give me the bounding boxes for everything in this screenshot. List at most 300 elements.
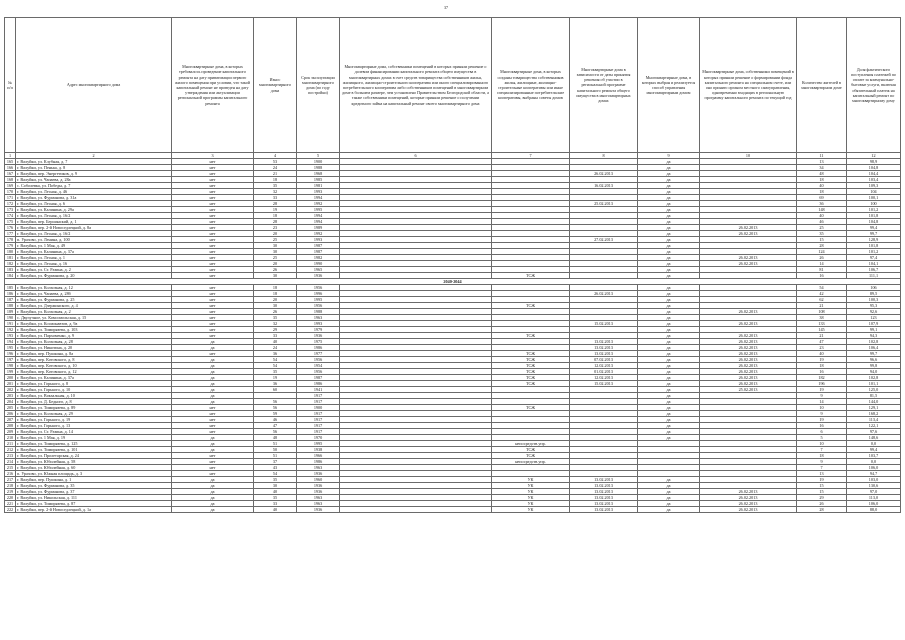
table-cell: 104,4: [847, 171, 901, 177]
table-cell: да: [638, 201, 700, 207]
table-cell: нет: [172, 429, 254, 435]
table-cell: г. Валуйки, ул. Лесная, д. 46: [16, 189, 172, 195]
table-cell: 62: [797, 297, 847, 303]
table-cell: 1994: [297, 195, 340, 201]
table-cell: 47: [797, 339, 847, 345]
table-cell: непосредств.упр.: [492, 441, 570, 447]
table-cell: да: [638, 429, 700, 435]
table-cell: г. Валуйки, ул. Лесная, д. 1: [16, 255, 172, 261]
table-cell: 19: [254, 375, 297, 381]
table-cell: да: [638, 483, 700, 489]
column-number: 2: [16, 153, 172, 159]
table-cell: нет: [172, 273, 254, 279]
table-cell: 18: [797, 189, 847, 195]
table-cell: да: [638, 381, 700, 387]
table-cell: нет: [172, 333, 254, 339]
table-cell: ТСЖ: [492, 333, 570, 339]
table-cell: 1936: [297, 471, 340, 477]
table-cell: нет: [172, 201, 254, 207]
table-cell: 191: [5, 321, 16, 327]
table-cell: 99,4: [847, 447, 901, 453]
table-cell: 25: [797, 225, 847, 231]
table-cell: да: [638, 303, 700, 309]
table-cell: 1963: [297, 501, 340, 507]
table-cell: да: [172, 369, 254, 375]
table-cell: 51: [254, 453, 297, 459]
table-cell: нет: [172, 297, 254, 303]
table-cell: нет: [172, 351, 254, 357]
table-cell: да: [638, 171, 700, 177]
table-cell: 21: [797, 333, 847, 339]
table-cell: 101,2: [847, 207, 901, 213]
table-cell: нет: [172, 159, 254, 165]
table-cell: 222: [5, 507, 16, 513]
table-cell: нет: [172, 291, 254, 297]
page-number: 37: [444, 5, 448, 10]
table-cell: 101,1: [847, 381, 901, 387]
column-number: 8: [570, 153, 638, 159]
table-cell: да: [638, 507, 700, 513]
table-cell: 56: [254, 429, 297, 435]
table-cell: 123: [847, 315, 901, 321]
col-header: Доля фактического поступления платежей по оплате за коммунально-бытовые услуги, включая обязательный платеж на капитальный ремонт по многоквартирному дому: [847, 18, 901, 153]
table-cell: 13.02.2013: [570, 507, 638, 513]
table-cell: да: [638, 417, 700, 423]
table-cell: 59: [254, 411, 297, 417]
table-cell: 1917: [297, 411, 340, 417]
table-cell: г. Валуйки, ул. Пролетарская, д. 24: [16, 453, 172, 459]
table-cell: 26.02.2013: [700, 333, 797, 339]
table-cell: 88,0: [847, 507, 901, 513]
table-cell: 197: [5, 357, 16, 363]
table-cell: 26.02.2013: [570, 171, 638, 177]
table-cell: 1989: [297, 225, 340, 231]
table-cell: да: [638, 345, 700, 351]
table-cell: 16: [797, 369, 847, 375]
table-cell: 26.02.2013: [700, 375, 797, 381]
table-cell: 216: [5, 471, 16, 477]
table-cell: да: [638, 231, 700, 237]
table-cell: 26.02.2013: [700, 501, 797, 507]
table-cell: г. Валуйки, пер. Пушкина, д. 1: [16, 477, 172, 483]
table-cell: 21: [254, 171, 297, 177]
table-cell: 99,7: [847, 351, 901, 357]
table-cell: 1981: [297, 183, 340, 189]
table-cell: 206: [5, 411, 16, 417]
table-cell: 1960: [297, 477, 340, 483]
table-cell: г. Валуйки, ул. Лесная, д. 16/2: [16, 213, 172, 219]
table-cell: 26: [254, 267, 297, 273]
column-number: 4: [254, 153, 297, 159]
table-cell: 195: [5, 345, 16, 351]
table-cell: 103,4: [847, 177, 901, 183]
table-cell: 81,5: [847, 393, 901, 399]
table-cell: да: [638, 297, 700, 303]
table-cell: 28: [797, 243, 847, 249]
table-cell: 99,4: [847, 225, 901, 231]
table-cell: ТСЖ: [492, 375, 570, 381]
table-cell: 104,8: [847, 219, 901, 225]
table-cell: 1936: [297, 489, 340, 495]
table-cell: 107,9: [847, 321, 901, 327]
table-cell: нет: [172, 285, 254, 291]
table-cell: 201: [5, 381, 16, 387]
table-cell: 210: [5, 435, 16, 441]
table-cell: 40: [797, 213, 847, 219]
table-cell: нет: [172, 267, 254, 273]
table-cell: 187: [5, 297, 16, 303]
table-cell: 104,1: [847, 261, 901, 267]
table-cell: 0,0: [847, 459, 901, 465]
table-cell: 13: [797, 159, 847, 165]
table-cell: нет: [172, 183, 254, 189]
table-cell: 1988: [297, 165, 340, 171]
table-cell: 189: [5, 309, 16, 315]
table-cell: 1936: [297, 273, 340, 279]
table-cell: 21: [797, 303, 847, 309]
table-cell: да: [172, 477, 254, 483]
table-cell: 106,4: [847, 345, 901, 351]
table-cell: 1970: [297, 435, 340, 441]
table-cell: 26.02.2013: [700, 261, 797, 267]
table-cell: нет: [172, 471, 254, 477]
table-cell: 47: [254, 423, 297, 429]
table-cell: да: [638, 489, 700, 495]
table-cell: 26.02.2013: [700, 339, 797, 345]
table-cell: 109,3: [847, 183, 901, 189]
table-cell: 199: [5, 369, 16, 375]
column-number: 10: [700, 153, 797, 159]
table-cell: нет: [172, 225, 254, 231]
table-cell: 9: [797, 393, 847, 399]
section-title: 2040-2044: [5, 279, 901, 285]
column-number: 5: [297, 153, 340, 159]
table-cell: 1917: [297, 393, 340, 399]
table-cell: нет: [172, 465, 254, 471]
table-cell: да: [172, 495, 254, 501]
table-cell: г. Валуйки, ул. Космонавтов, д. 9а: [16, 321, 172, 327]
table-cell: г. Валуйки, ул. Чапаева, д. 28б: [16, 291, 172, 297]
table-cell: 1985: [297, 177, 340, 183]
table-cell: 15: [797, 489, 847, 495]
table-cell: 194: [5, 339, 16, 345]
table-cell: 13.02.2013: [570, 495, 638, 501]
table-cell: 0,0: [847, 441, 901, 447]
table-cell: г. Валуйки, ул. Ст. Разина, д. 14: [16, 429, 172, 435]
table-cell: 50: [254, 447, 297, 453]
table-cell: 42: [797, 291, 847, 297]
table-cell: УК: [492, 495, 570, 501]
table-cell: 183: [5, 267, 16, 273]
table-cell: 113,0: [847, 495, 901, 501]
table-cell: 200: [5, 375, 16, 381]
table-cell: нет: [172, 255, 254, 261]
table-cell: 1982: [297, 255, 340, 261]
table-cell: 29: [254, 327, 297, 333]
table-cell: 1917: [297, 423, 340, 429]
table-cell: 34: [797, 165, 847, 171]
table-cell: г. Валуйки, ул. Лесная, д. 16: [16, 261, 172, 267]
table-cell: 190: [5, 315, 16, 321]
table-cell: 168,2: [847, 411, 901, 417]
table-cell: да: [638, 393, 700, 399]
table-cell: 35: [797, 231, 847, 237]
table-cell: 26.02.2013: [570, 291, 638, 297]
table-cell: 1956: [297, 369, 340, 375]
table-cell: 54: [254, 471, 297, 477]
table-cell: 1936: [297, 483, 340, 489]
table-cell: 23: [254, 225, 297, 231]
table-cell: г. Валуйки, ул. 1 Мая, д. 49: [16, 243, 172, 249]
table-cell: да: [638, 357, 700, 363]
table-cell: 23: [797, 345, 847, 351]
table-cell: 1963: [297, 315, 340, 321]
table-cell: 1993: [297, 189, 340, 195]
table-cell: 172: [5, 201, 16, 207]
table-cell: 81: [797, 267, 847, 273]
table-cell: 122,1: [847, 423, 901, 429]
table-cell: да: [172, 339, 254, 345]
table-cell: г. Валуйки, ул. Тимирязева, д. 87: [16, 501, 172, 507]
table-cell: 18: [254, 285, 297, 291]
table-cell: 176: [5, 225, 16, 231]
table-cell: 18: [254, 177, 297, 183]
table-cell: 1917: [297, 399, 340, 405]
table-cell: 205: [5, 405, 16, 411]
table-cell: г. Валуйки, пер. 2-й Новоседлецкий, д. 8а: [16, 225, 172, 231]
table-cell: 184: [5, 273, 16, 279]
table-cell: 15: [797, 237, 847, 243]
table-cell: 26: [254, 309, 297, 315]
table-cell: г. Валуйки, ул. Фурманова, д. 31а: [16, 195, 172, 201]
table-cell: 20: [254, 297, 297, 303]
housing-register-table: [4, 17, 901, 513]
table-cell: 40: [254, 489, 297, 495]
table-cell: 46: [254, 417, 297, 423]
table-cell: 129,1: [847, 405, 901, 411]
table-cell: 18: [797, 177, 847, 183]
table-cell: да: [172, 507, 254, 513]
column-number: 3: [172, 153, 254, 159]
table-cell: 204: [5, 399, 16, 405]
table-cell: 16: [797, 273, 847, 279]
table-cell: да: [172, 501, 254, 507]
table-cell: да: [638, 255, 700, 261]
table-cell: да: [638, 363, 700, 369]
table-cell: 104: [847, 189, 901, 195]
rows-after-section: [5, 285, 901, 513]
table-cell: 9: [797, 411, 847, 417]
table-cell: 69: [797, 195, 847, 201]
table-cell: 108: [797, 309, 847, 315]
table-cell: 1987: [297, 375, 340, 381]
table-cell: 26.02.2013: [700, 363, 797, 369]
table-cell: 1975: [297, 339, 340, 345]
table-cell: 101,2: [847, 249, 901, 255]
table-cell: 16: [797, 423, 847, 429]
table-cell: 215: [5, 465, 16, 471]
table-cell: 1963: [297, 465, 340, 471]
table-cell: 1956: [297, 357, 340, 363]
table-cell: 167: [5, 171, 16, 177]
table-cell: нет: [172, 213, 254, 219]
table-cell: 29: [797, 495, 847, 501]
table-cell: 148,6: [847, 435, 901, 441]
table-cell: ТСЖ: [492, 303, 570, 309]
table-cell: да: [172, 483, 254, 489]
table-cell: 13: [797, 471, 847, 477]
table-cell: да: [638, 195, 700, 201]
table-row: [5, 507, 901, 513]
column-number: 11: [797, 153, 847, 159]
table-cell: 1968: [297, 171, 340, 177]
table-cell: 1900: [297, 405, 340, 411]
table-cell: с. Соболевка, ул. Победы, д. 7: [16, 183, 172, 189]
table-cell: да: [638, 477, 700, 483]
table-cell: ТСЖ: [492, 357, 570, 363]
table-cell: 33: [254, 501, 297, 507]
table-cell: 13.02.2013: [570, 489, 638, 495]
table-cell: 1994: [297, 213, 340, 219]
table-cell: 28: [797, 507, 847, 513]
table-cell: 13.02.2013: [570, 477, 638, 483]
table-cell: да: [638, 243, 700, 249]
table-cell: 1938: [297, 447, 340, 453]
table-cell: 124: [797, 249, 847, 255]
table-cell: 220: [5, 495, 16, 501]
table-cell: да: [638, 399, 700, 405]
table-cell: нет: [172, 171, 254, 177]
table-cell: 196: [797, 381, 847, 387]
table-cell: г. Валуйки, пер. Пушкина, д. 8а: [16, 351, 172, 357]
table-cell: нет: [172, 327, 254, 333]
table-cell: нет: [172, 417, 254, 423]
table-cell: непосредств.упр.: [492, 459, 570, 465]
table-cell: 26.02.2013: [700, 495, 797, 501]
table-cell: нет: [172, 189, 254, 195]
table-cell: УК: [492, 489, 570, 495]
column-number: 6: [340, 153, 492, 159]
table-cell: 25.02.2013: [700, 387, 797, 393]
header-row: [5, 18, 901, 153]
table-cell: ТСЖ: [492, 369, 570, 375]
table-cell: 97,0: [847, 489, 901, 495]
table-cell: да: [638, 351, 700, 357]
table-cell: 30: [254, 483, 297, 489]
table-cell: 1936: [297, 507, 340, 513]
table-cell: 32: [254, 189, 297, 195]
table-cell: 26.02.2013: [700, 345, 797, 351]
table-cell: г. Валуйки, ул. Фурманова, д. 35: [16, 483, 172, 489]
table-cell: 185: [5, 285, 16, 291]
table-cell: г. Валуйки, ул. Калинина, д. 37а: [16, 375, 172, 381]
table-cell: нет: [172, 237, 254, 243]
table-cell: г. Валуйки, ул. Фурманова, д. 20: [16, 273, 172, 279]
table-cell: 19: [797, 387, 847, 393]
table-cell: да: [638, 267, 700, 273]
table-cell: 212: [5, 447, 16, 453]
table-cell: 26.02.2013: [700, 381, 797, 387]
table-cell: 208: [5, 423, 16, 429]
table-cell: 1986: [297, 459, 340, 465]
table-cell: 13.02.2013: [570, 483, 638, 489]
table-cell: 10: [797, 405, 847, 411]
table-cell: 1917: [297, 417, 340, 423]
table-cell: да: [172, 357, 254, 363]
table-cell: да: [638, 369, 700, 375]
table-cell: нет: [172, 231, 254, 237]
table-cell: 19: [797, 477, 847, 483]
table-cell: 101,8: [847, 243, 901, 249]
table-cell: 1963: [297, 495, 340, 501]
table-cell: 130,6: [847, 483, 901, 489]
col-header: Многоквартирные дома, в которых требовалось проведение капитального ремонта на дату приватизации первого жилого помещения при условии, что такой капитальный ремонт не проведен на дату утверждения или актуализации региональной программы капитального ремонта: [172, 18, 254, 153]
table-cell: г. Валуйки, ул. Фурманова, д. 37: [16, 489, 172, 495]
table-cell: 26.02.2013: [700, 309, 797, 315]
table-cell: 169: [5, 183, 16, 189]
table-cell: да: [638, 405, 700, 411]
table-cell: 40: [797, 183, 847, 189]
table-cell: да: [638, 165, 700, 171]
table-cell: 180: [5, 249, 16, 255]
table-cell: 26.02.2013: [700, 231, 797, 237]
table-cell: 171: [5, 195, 16, 201]
table-cell: 99,1: [847, 327, 901, 333]
table-cell: УК: [492, 501, 570, 507]
table-cell: г. Валуйки, ул. Д. Бедного, д. 8: [16, 399, 172, 405]
table-cell: нет: [172, 309, 254, 315]
table-cell: г. Валуйки, ул. Калинина, д. 37а: [16, 249, 172, 255]
table-cell: нет: [172, 249, 254, 255]
table-cell: 16.02.2013: [570, 183, 638, 189]
table-cell: г. Валуйки, ул. Пархоменко, д. 9: [16, 333, 172, 339]
table-cell: да: [172, 345, 254, 351]
table-cell: 24: [254, 165, 297, 171]
table-cell: 106,0: [847, 501, 901, 507]
table-cell: 26: [797, 501, 847, 507]
table-cell: да: [172, 381, 254, 387]
table-cell: 111,1: [847, 273, 901, 279]
table-cell: г. Валуйки, ул. Фурманова, д. 25: [16, 297, 172, 303]
table-cell: г. Валуйки, ул. Тимирязева, д. 101: [16, 447, 172, 453]
table-cell: 104,8: [847, 165, 901, 171]
table-cell: 94,0: [847, 369, 901, 375]
table-cell: 96,6: [847, 357, 901, 363]
table-cell: 1988: [297, 309, 340, 315]
table-cell: 101,8: [847, 213, 901, 219]
table-cell: да: [638, 213, 700, 219]
table-cell: нет: [172, 261, 254, 267]
table-cell: 14: [797, 399, 847, 405]
col-header: Многоквартирные дома, собственники помещений в которых приняли решение о долевом финансировании капитального ремонта общего имущества в многоквартирных домах в счет средств товарищества собственников жилья, жилищного, жилищно-строительного кооператива или иного специализированного потребительского кооператива либо собственников помещений в многоквартирном доме в большем размере, чем установлено Правительством Белгородской области, а также собственники помещений, которые приняли решение о получении кредитного займа на капитальный ремонт своего многоквартирного дома: [340, 18, 492, 153]
table-cell: да: [638, 285, 700, 291]
table-cell: 1965: [297, 267, 340, 273]
table-cell: [340, 507, 492, 513]
table-cell: г. Валуйки, ул. Никитина, д. 20: [16, 345, 172, 351]
table-cell: 46: [797, 219, 847, 225]
table-cell: 26.02.2013: [700, 321, 797, 327]
col-header: Многоквартирные дома в зависимости от даты принятия решения об участии в региональной программе капитального ремонта общего имущества в многоквартирных домах: [570, 18, 638, 153]
col-header: № п/п: [5, 18, 16, 153]
table-cell: нет: [172, 177, 254, 183]
table-cell: да: [638, 225, 700, 231]
table-cell: г. Валуйки, ул. Колхозная, д. 2: [16, 309, 172, 315]
table-cell: 56: [254, 399, 297, 405]
table-cell: г. Валуйки, ул. Никольская, д. 111: [16, 495, 172, 501]
table-cell: 125,0: [847, 387, 901, 393]
table-cell: 35: [254, 477, 297, 483]
table-cell: 186: [5, 291, 16, 297]
